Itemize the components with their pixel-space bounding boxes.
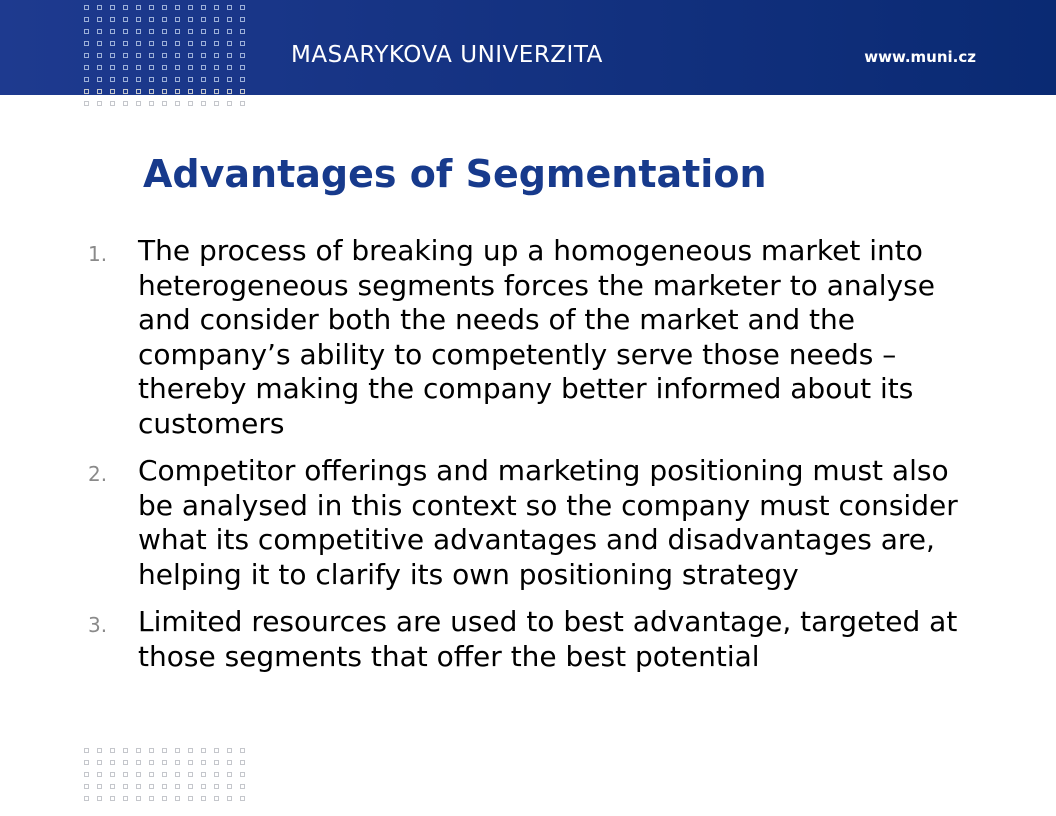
- decorative-dot: [175, 89, 180, 94]
- decorative-dot: [162, 77, 167, 82]
- decorative-dot: [201, 41, 206, 46]
- decorative-dot: [175, 65, 180, 70]
- decorative-dot: [149, 53, 154, 58]
- decorative-dot: [123, 41, 128, 46]
- decorative-dot: [123, 17, 128, 22]
- decorative-dot-grid-bottom: [84, 748, 246, 801]
- decorative-dot: [214, 89, 219, 94]
- decorative-dot: [123, 760, 128, 765]
- decorative-dot: [201, 748, 206, 753]
- decorative-dot: [201, 101, 206, 106]
- decorative-dot: [240, 65, 245, 70]
- decorative-dot: [240, 784, 245, 789]
- list-item-text: The process of breaking up a homogeneous market into heterogeneous segments forces the marketer to analyse and consider both the needs of the market and the company’s ability to competently serve those needs – thereby making the company better informed about its customers: [138, 234, 935, 440]
- decorative-dot: [201, 796, 206, 801]
- decorative-dot: [149, 101, 154, 106]
- decorative-dot: [188, 17, 193, 22]
- decorative-dot: [97, 89, 102, 94]
- decorative-dot: [188, 5, 193, 10]
- decorative-dot: [162, 5, 167, 10]
- decorative-dot: [175, 760, 180, 765]
- decorative-dot: [97, 796, 102, 801]
- decorative-dot: [110, 29, 115, 34]
- decorative-dot: [188, 65, 193, 70]
- decorative-dot: [97, 760, 102, 765]
- decorative-dot: [240, 53, 245, 58]
- decorative-dot: [227, 41, 232, 46]
- decorative-dot: [97, 748, 102, 753]
- decorative-dot: [149, 29, 154, 34]
- decorative-dot: [149, 17, 154, 22]
- point-list: [88, 234, 968, 687]
- decorative-dot: [136, 77, 141, 82]
- list-item: [88, 605, 968, 674]
- decorative-dot: [214, 29, 219, 34]
- decorative-dot: [149, 65, 154, 70]
- decorative-dot: [188, 53, 193, 58]
- list-item-number: 2.: [88, 462, 108, 486]
- decorative-dot: [227, 5, 232, 10]
- decorative-dot: [123, 784, 128, 789]
- decorative-dot: [110, 89, 115, 94]
- decorative-dot: [227, 89, 232, 94]
- decorative-dot: [110, 41, 115, 46]
- decorative-dot: [136, 760, 141, 765]
- decorative-dot: [110, 5, 115, 10]
- decorative-dot: [110, 17, 115, 22]
- decorative-dot: [214, 53, 219, 58]
- decorative-dot: [110, 77, 115, 82]
- decorative-dot: [149, 77, 154, 82]
- decorative-dot: [123, 65, 128, 70]
- decorative-dot: [240, 796, 245, 801]
- decorative-dot: [97, 29, 102, 34]
- decorative-dot: [123, 796, 128, 801]
- decorative-dot: [201, 89, 206, 94]
- decorative-dot: [97, 53, 102, 58]
- decorative-dot: [84, 784, 89, 789]
- decorative-dot: [149, 41, 154, 46]
- decorative-dot: [84, 796, 89, 801]
- decorative-dot: [123, 29, 128, 34]
- decorative-dot: [214, 760, 219, 765]
- decorative-dot: [123, 77, 128, 82]
- decorative-dot: [84, 5, 89, 10]
- decorative-dot: [227, 101, 232, 106]
- decorative-dot: [136, 772, 141, 777]
- decorative-dot: [240, 101, 245, 106]
- decorative-dot: [97, 5, 102, 10]
- decorative-dot: [227, 784, 232, 789]
- decorative-dot: [188, 77, 193, 82]
- decorative-dot: [162, 748, 167, 753]
- decorative-dot: [240, 17, 245, 22]
- decorative-dot: [214, 101, 219, 106]
- decorative-dot: [97, 101, 102, 106]
- decorative-dot: [136, 53, 141, 58]
- decorative-dot: [201, 53, 206, 58]
- decorative-dot: [149, 796, 154, 801]
- decorative-dot: [188, 41, 193, 46]
- decorative-dot: [227, 29, 232, 34]
- decorative-dot: [214, 5, 219, 10]
- decorative-dot: [240, 760, 245, 765]
- decorative-dot: [84, 17, 89, 22]
- decorative-dot: [110, 65, 115, 70]
- decorative-dot: [214, 772, 219, 777]
- list-item-text: Limited resources are used to best advantage, targeted at those segments that offer the best potential: [138, 605, 958, 673]
- decorative-dot: [188, 748, 193, 753]
- decorative-dot: [227, 760, 232, 765]
- decorative-dot: [201, 784, 206, 789]
- decorative-dot: [123, 101, 128, 106]
- decorative-dot-grid-top: [84, 5, 246, 106]
- decorative-dot: [84, 29, 89, 34]
- decorative-dot: [201, 5, 206, 10]
- decorative-dot: [136, 5, 141, 10]
- decorative-dot: [97, 65, 102, 70]
- decorative-dot: [188, 29, 193, 34]
- decorative-dot: [110, 101, 115, 106]
- decorative-dot: [149, 784, 154, 789]
- decorative-dot: [123, 748, 128, 753]
- decorative-dot: [136, 29, 141, 34]
- decorative-dot: [175, 41, 180, 46]
- decorative-dot: [214, 796, 219, 801]
- decorative-dot: [240, 89, 245, 94]
- decorative-dot: [214, 77, 219, 82]
- slide-title: Advantages of Segmentation: [143, 152, 767, 196]
- decorative-dot: [162, 17, 167, 22]
- decorative-dot: [240, 5, 245, 10]
- decorative-dot: [201, 29, 206, 34]
- list-item-number: 3.: [88, 613, 108, 637]
- decorative-dot: [240, 77, 245, 82]
- list-item-text: Competitor offerings and marketing positioning must also be analysed in this context so the company must consider what its competitive advantages and disadvantages are, helping it to clarify its own positioning strategy: [138, 454, 958, 591]
- decorative-dot: [136, 89, 141, 94]
- decorative-dot: [188, 796, 193, 801]
- decorative-dot: [110, 796, 115, 801]
- decorative-dot: [162, 784, 167, 789]
- decorative-dot: [84, 41, 89, 46]
- decorative-dot: [136, 748, 141, 753]
- decorative-dot: [188, 89, 193, 94]
- decorative-dot: [136, 65, 141, 70]
- decorative-dot: [175, 53, 180, 58]
- decorative-dot: [84, 101, 89, 106]
- decorative-dot: [110, 53, 115, 58]
- decorative-dot: [84, 65, 89, 70]
- decorative-dot: [227, 772, 232, 777]
- decorative-dot: [188, 784, 193, 789]
- decorative-dot: [97, 77, 102, 82]
- decorative-dot: [110, 784, 115, 789]
- decorative-dot: [110, 772, 115, 777]
- decorative-dot: [123, 772, 128, 777]
- decorative-dot: [227, 17, 232, 22]
- decorative-dot: [175, 5, 180, 10]
- decorative-dot: [214, 748, 219, 753]
- decorative-dot: [240, 41, 245, 46]
- decorative-dot: [162, 89, 167, 94]
- decorative-dot: [175, 748, 180, 753]
- decorative-dot: [162, 796, 167, 801]
- decorative-dot: [136, 796, 141, 801]
- decorative-dot: [201, 77, 206, 82]
- decorative-dot: [214, 41, 219, 46]
- decorative-dot: [240, 748, 245, 753]
- decorative-dot: [97, 784, 102, 789]
- decorative-dot: [97, 17, 102, 22]
- decorative-dot: [136, 17, 141, 22]
- decorative-dot: [214, 17, 219, 22]
- decorative-dot: [201, 760, 206, 765]
- decorative-dot: [84, 772, 89, 777]
- decorative-dot: [227, 65, 232, 70]
- decorative-dot: [110, 748, 115, 753]
- decorative-dot: [123, 5, 128, 10]
- decorative-dot: [84, 89, 89, 94]
- decorative-dot: [84, 748, 89, 753]
- decorative-dot: [214, 65, 219, 70]
- list-item-number: 1.: [88, 242, 108, 266]
- decorative-dot: [84, 77, 89, 82]
- decorative-dot: [175, 101, 180, 106]
- decorative-dot: [175, 77, 180, 82]
- decorative-dot: [240, 29, 245, 34]
- decorative-dot: [227, 53, 232, 58]
- decorative-dot: [110, 760, 115, 765]
- decorative-dot: [162, 772, 167, 777]
- decorative-dot: [149, 760, 154, 765]
- decorative-dot: [123, 89, 128, 94]
- decorative-dot: [162, 65, 167, 70]
- decorative-dot: [175, 796, 180, 801]
- decorative-dot: [175, 784, 180, 789]
- decorative-dot: [149, 748, 154, 753]
- decorative-dot: [201, 17, 206, 22]
- university-name: MASARYKOVA UNIVERZITA: [291, 42, 603, 68]
- decorative-dot: [227, 796, 232, 801]
- decorative-dot: [201, 772, 206, 777]
- decorative-dot: [175, 29, 180, 34]
- decorative-dot: [188, 772, 193, 777]
- decorative-dot: [175, 17, 180, 22]
- decorative-dot: [162, 101, 167, 106]
- decorative-dot: [149, 89, 154, 94]
- decorative-dot: [136, 101, 141, 106]
- decorative-dot: [136, 41, 141, 46]
- decorative-dot: [149, 772, 154, 777]
- decorative-dot: [188, 101, 193, 106]
- decorative-dot: [97, 41, 102, 46]
- website-url: www.muni.cz: [864, 48, 976, 66]
- decorative-dot: [84, 53, 89, 58]
- decorative-dot: [188, 760, 193, 765]
- decorative-dot: [97, 772, 102, 777]
- decorative-dot: [162, 41, 167, 46]
- list-item: [88, 454, 968, 592]
- decorative-dot: [123, 53, 128, 58]
- decorative-dot: [162, 53, 167, 58]
- decorative-dot: [201, 65, 206, 70]
- decorative-dot: [227, 748, 232, 753]
- decorative-dot: [240, 772, 245, 777]
- decorative-dot: [175, 772, 180, 777]
- decorative-dot: [162, 29, 167, 34]
- decorative-dot: [214, 784, 219, 789]
- list-item: [88, 234, 968, 441]
- decorative-dot: [149, 5, 154, 10]
- decorative-dot: [84, 760, 89, 765]
- decorative-dot: [136, 784, 141, 789]
- decorative-dot: [162, 760, 167, 765]
- decorative-dot: [227, 77, 232, 82]
